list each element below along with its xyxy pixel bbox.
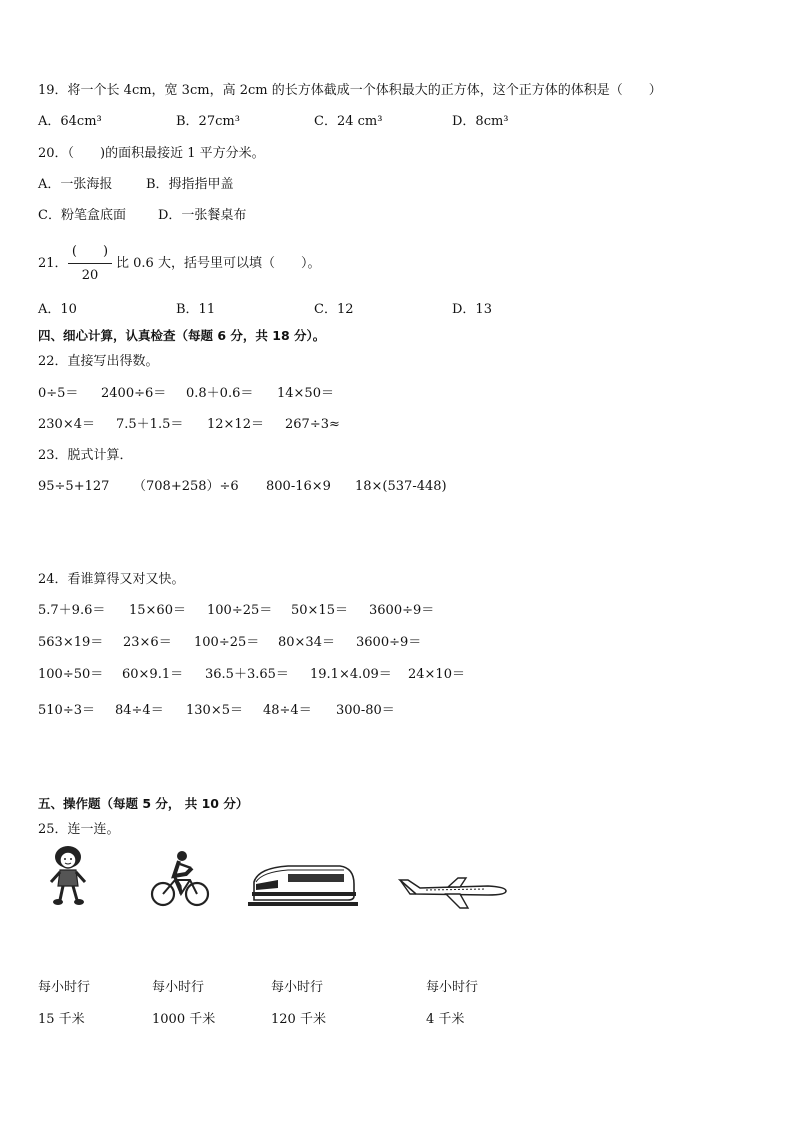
- speed-value: 15 千米: [38, 1012, 85, 1027]
- q24-item: 3600÷9＝: [369, 603, 435, 618]
- q24-item: 50×15＝: [291, 603, 348, 618]
- girl-icon: [46, 844, 90, 908]
- q21-option-d: D．13: [452, 302, 492, 317]
- speed-value: 4 千米: [426, 1012, 465, 1027]
- q24-item: 130×5＝: [186, 703, 243, 718]
- q21-stem: 比 0.6 大，括号里可以填（ ）。: [116, 256, 321, 271]
- q24-item: 48÷4＝: [263, 703, 312, 718]
- q24-item: 5.7＋9.6＝: [38, 603, 106, 618]
- speed-label: 每小时行: [426, 980, 479, 995]
- section-4-heading: 四、细心计算，认真检查（每题 6 分，共 18 分）。: [38, 328, 326, 343]
- q22-item: 230×4＝: [38, 417, 95, 432]
- q22-stem: 22．直接写出得数。: [38, 354, 159, 369]
- q20-stem: 20．（ )的面积最接近 1 平方分米。: [38, 146, 265, 161]
- q19-stem: 19．将一个长 4cm，宽 3cm，高 2cm 的长方体截成一个体积最大的正方体，这个正方体的体积是（ ）: [38, 83, 662, 98]
- q24-item: 100÷25＝: [207, 603, 273, 618]
- q24-item: 84÷4＝: [115, 703, 164, 718]
- section-5-heading: 五、操作题（每题 5 分， 共 10 分）: [38, 796, 249, 811]
- speed-label: 每小时行: [152, 980, 205, 995]
- speed-label: 每小时行: [271, 980, 324, 995]
- train-icon: [248, 860, 358, 908]
- airplane-icon: [396, 866, 508, 910]
- q24-item: 23×6＝: [123, 635, 172, 650]
- q20-option-c: C．粉笔盒底面: [38, 208, 126, 223]
- q21-option-b: B．11: [176, 302, 216, 317]
- q22-item: 12×12＝: [207, 417, 264, 432]
- q22-item: 7.5＋1.5＝: [116, 417, 184, 432]
- q22-item: 267÷3≈: [285, 417, 340, 432]
- fraction-numerator: ( ): [71, 244, 109, 259]
- q24-item: 15×60＝: [129, 603, 186, 618]
- q19-option-a: A．64cm³: [38, 114, 102, 129]
- q24-item: 100÷50＝: [38, 667, 104, 682]
- q19-option-b: B．27cm³: [176, 114, 240, 129]
- fraction-denominator: 20: [81, 268, 99, 283]
- q21-option-c: C．12: [314, 302, 354, 317]
- q22-item: 14×50＝: [277, 386, 334, 401]
- speed-value: 120 千米: [271, 1012, 326, 1027]
- q22-item: 0.8＋0.6＝: [186, 386, 254, 401]
- q23-item: 18×(537-448): [355, 479, 447, 494]
- q24-stem: 24．看谁算得又对又快。: [38, 572, 185, 587]
- speed-value: 1000 千米: [152, 1012, 216, 1027]
- q24-item: 24×10＝: [408, 667, 465, 682]
- q24-item: 19.1×4.09＝: [310, 667, 392, 682]
- q20-option-d: D．一张餐桌布: [158, 208, 247, 223]
- q24-item: 510÷3＝: [38, 703, 95, 718]
- q22-item: 0÷5＝: [38, 386, 79, 401]
- q19-option-c: C．24 cm³: [314, 114, 383, 129]
- q20-option-b: B．拇指指甲盖: [146, 177, 234, 192]
- q22-item: 2400÷6＝: [101, 386, 167, 401]
- q24-item: 563×19＝: [38, 635, 104, 650]
- q23-item: 800-16×9: [266, 479, 331, 494]
- q23-item: （708+258）÷6: [133, 479, 239, 494]
- q24-item: 80×34＝: [278, 635, 335, 650]
- speed-label: 每小时行: [38, 980, 91, 995]
- q23-stem: 23．脱式计算．: [38, 448, 133, 463]
- q19-option-d: D．8cm³: [452, 114, 509, 129]
- q24-item: 3600÷9＝: [356, 635, 422, 650]
- q20-option-a: A．一张海报: [38, 177, 113, 192]
- q24-item: 100÷25＝: [194, 635, 260, 650]
- q24-item: 300-80＝: [336, 703, 395, 718]
- q21-option-a: A．10: [38, 302, 77, 317]
- fraction-bar: [68, 263, 112, 264]
- q23-item: 95÷5+127: [38, 479, 110, 494]
- q24-item: 36.5＋3.65＝: [205, 667, 289, 682]
- q25-stem: 25．连一连。: [38, 822, 120, 837]
- q24-item: 60×9.1＝: [122, 667, 184, 682]
- q21-fraction: [66, 242, 114, 286]
- cyclist-icon: [150, 850, 210, 910]
- q21-number: 21．: [38, 256, 68, 271]
